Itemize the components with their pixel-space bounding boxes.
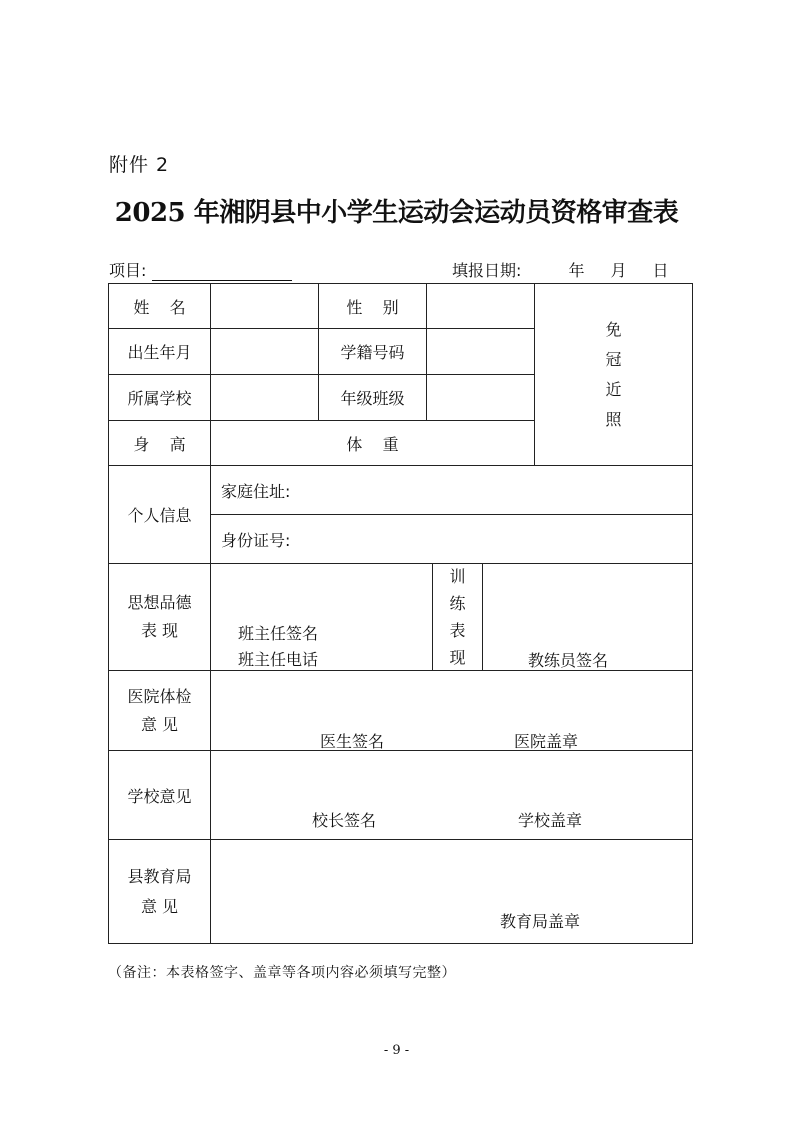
training-label: 训 练 表 现 bbox=[449, 567, 466, 667]
principal-sign-label: 校长签名 bbox=[312, 811, 377, 830]
fill-date-field bbox=[452, 258, 669, 281]
address-label: 家庭住址: bbox=[221, 481, 291, 501]
year-label: 年 bbox=[568, 261, 585, 280]
bureau-seal-label: 教育局盖章 bbox=[500, 912, 581, 931]
birth-value-cell[interactable] bbox=[210, 328, 319, 375]
school-label: 所属学校 bbox=[127, 389, 192, 408]
coach-sign-label: 教练员签名 bbox=[528, 651, 609, 670]
teacher-sign-label: 班主任签名 bbox=[238, 624, 319, 643]
form-title: 2025 年湘阴县中小学生运动会运动员资格审查表 bbox=[114, 198, 679, 228]
school-value-cell[interactable] bbox=[210, 374, 319, 421]
doctor-sign-label: 医生签名 bbox=[320, 732, 385, 751]
moral-label: 思想品德 表 现 bbox=[127, 593, 192, 640]
photo-label: 免 冠 近 照 bbox=[605, 319, 622, 429]
school-opinion-label: 学校意见 bbox=[127, 786, 192, 806]
hospital-seal-label: 医院盖章 bbox=[514, 732, 579, 751]
hospital-label-cell bbox=[108, 670, 211, 751]
name-value-cell[interactable] bbox=[210, 283, 319, 329]
student-no-label: 学籍号码 bbox=[340, 343, 405, 362]
weight-cell[interactable] bbox=[210, 420, 535, 466]
bureau-label: 县教育局 意 见 bbox=[127, 866, 192, 916]
project-blank-line[interactable] bbox=[152, 262, 292, 281]
school-opinion-value-cell[interactable] bbox=[210, 750, 693, 840]
personal-info-label-cell bbox=[108, 465, 211, 564]
id-number-label: 身份证号: bbox=[221, 530, 291, 550]
gender-value-cell[interactable] bbox=[426, 283, 535, 329]
project-field bbox=[109, 258, 292, 281]
name-label: 姓 名 bbox=[133, 297, 186, 317]
weight-label: 体 重 bbox=[346, 434, 399, 454]
gender-label: 性 别 bbox=[346, 297, 399, 317]
school-opinion-label-cell bbox=[108, 750, 211, 840]
school-seal-label: 学校盖章 bbox=[518, 811, 583, 830]
height-label-cell bbox=[108, 420, 211, 466]
bureau-value-cell[interactable] bbox=[210, 839, 693, 944]
grade-class-value-cell[interactable] bbox=[426, 374, 535, 421]
hospital-value-cell[interactable] bbox=[210, 670, 693, 751]
hospital-label: 医院体检 意 见 bbox=[127, 686, 192, 734]
training-label-cell bbox=[432, 563, 483, 671]
remark-note: （备注：本表格签字、盖章等各项内容必须填写完整） bbox=[108, 965, 456, 981]
student-no-value-cell[interactable] bbox=[426, 328, 535, 375]
school-label-cell bbox=[108, 374, 211, 421]
attachment-label: 附件 2 bbox=[109, 154, 170, 176]
teacher-phone-label: 班主任电话 bbox=[238, 650, 319, 669]
name-label-cell bbox=[108, 283, 211, 329]
grade-class-label-cell bbox=[318, 374, 427, 421]
personal-info-label: 个人信息 bbox=[127, 506, 192, 525]
day-label: 日 bbox=[652, 261, 669, 280]
grade-class-label: 年级班级 bbox=[340, 389, 405, 408]
birth-label-cell bbox=[108, 328, 211, 375]
bureau-label-cell bbox=[108, 839, 211, 944]
moral-label-cell bbox=[108, 563, 211, 671]
address-cell[interactable] bbox=[210, 465, 693, 515]
month-label: 月 bbox=[610, 261, 627, 280]
photo-cell[interactable] bbox=[534, 283, 693, 466]
student-no-label-cell bbox=[318, 328, 427, 375]
height-label: 身 高 bbox=[133, 434, 186, 454]
birth-label: 出生年月 bbox=[127, 343, 192, 362]
page-number: - 9 - bbox=[383, 1043, 410, 1058]
fill-date-label: 填报日期: bbox=[452, 261, 522, 280]
project-label: 项目: bbox=[109, 261, 147, 280]
gender-label-cell bbox=[318, 283, 427, 329]
id-number-cell[interactable] bbox=[210, 514, 693, 564]
